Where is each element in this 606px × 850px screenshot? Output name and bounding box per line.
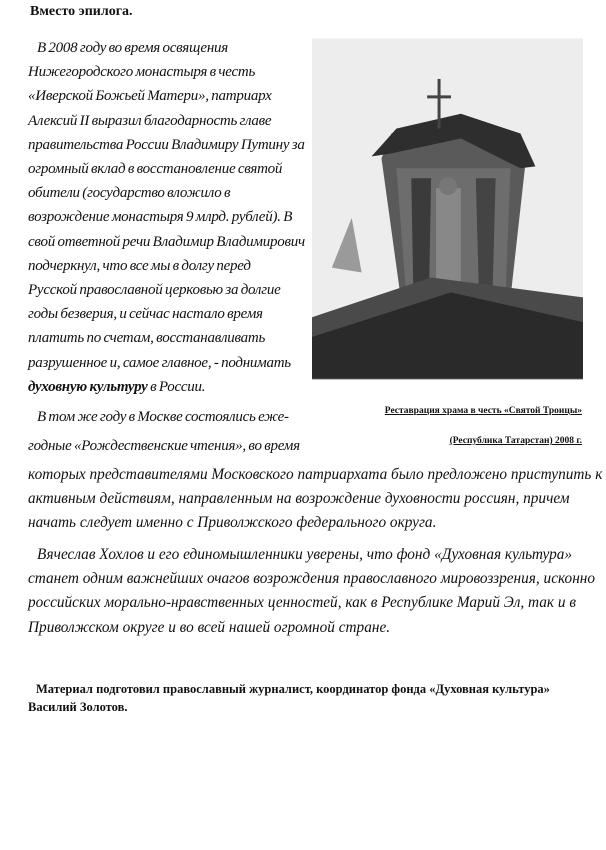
bold-phrase: духовную культуру bbox=[28, 378, 148, 395]
text-line: станет одним важнейших очагов возрождения православного мировоззрения, исконно bbox=[28, 570, 596, 588]
text-line: годы безверия, и сейчас настало время bbox=[28, 306, 263, 323]
text-line: Приволжском округе и во всей нашей огромной стране. bbox=[28, 618, 391, 636]
church-restoration-photo bbox=[312, 38, 583, 380]
heading: Вместо эпилога. bbox=[30, 4, 133, 19]
text-line: подчеркнул, что все мы в долгу перед bbox=[28, 257, 251, 274]
photo-illustration bbox=[312, 38, 583, 380]
photo-caption-subtitle: (Республика Татарстан) 2008 г. bbox=[449, 436, 582, 446]
text-line: Русской православной церковью за долгие bbox=[28, 282, 281, 299]
text-line: разрушенное и, самое главное, - поднимать bbox=[28, 354, 291, 371]
left-column-text bbox=[28, 36, 308, 458]
text-line: Алексий II выразил благодарность главе bbox=[28, 112, 272, 129]
text-line: активным действиям, направленным на возрождение духовности россиян, причем bbox=[28, 490, 570, 508]
text-line: «Иверской Божьей Матери», патриарх bbox=[28, 88, 272, 105]
paragraph-2-continuation bbox=[28, 463, 603, 536]
text-line: свой ответной речи Владимир Владимирович bbox=[28, 233, 305, 250]
credit-line: Материал подготовил православный журналист, координатор фонда «Духовная культура» bbox=[36, 682, 550, 696]
paragraph-3 bbox=[28, 543, 598, 640]
text-line: российских морально-нравственных ценностей, как в Республике Марий Эл, так и в bbox=[28, 594, 576, 612]
text-line: Нижегородского монастыря в честь bbox=[28, 64, 256, 81]
text-line: В том же году в Москве состоялись еже- bbox=[37, 409, 289, 426]
text-line: обители (государство вложило в bbox=[28, 185, 231, 202]
text-line: начать следует именно с Приволжского федерального округа. bbox=[28, 514, 437, 532]
text-line: годные «Рождественские чтения», во время bbox=[28, 438, 300, 455]
photo-caption-title: Реставрация храма в честь «Святой Троицы» bbox=[384, 406, 582, 416]
text-line: Вячеслав Хохлов и его единомышленники уверены, что фонд «Духовная культура» bbox=[37, 546, 573, 563]
text-fragment: в России. bbox=[147, 378, 206, 395]
author-credit bbox=[28, 680, 550, 716]
text-line: которых представителями Московского патриархата было предложено приступить к bbox=[28, 466, 603, 483]
text-line: платить по счетам, восстанавливать bbox=[28, 330, 266, 347]
text-line: В 2008 году во время освящения bbox=[37, 40, 228, 56]
author-name: Василий Золотов. bbox=[28, 700, 128, 714]
text-line: правительства России Владимиру Путину за bbox=[28, 136, 305, 153]
text-line: огромный вклад в восстановление святой bbox=[28, 161, 283, 178]
text-line bbox=[28, 375, 308, 399]
text-line: возрождение монастыря 9 млрд. рублей). В bbox=[28, 209, 293, 226]
